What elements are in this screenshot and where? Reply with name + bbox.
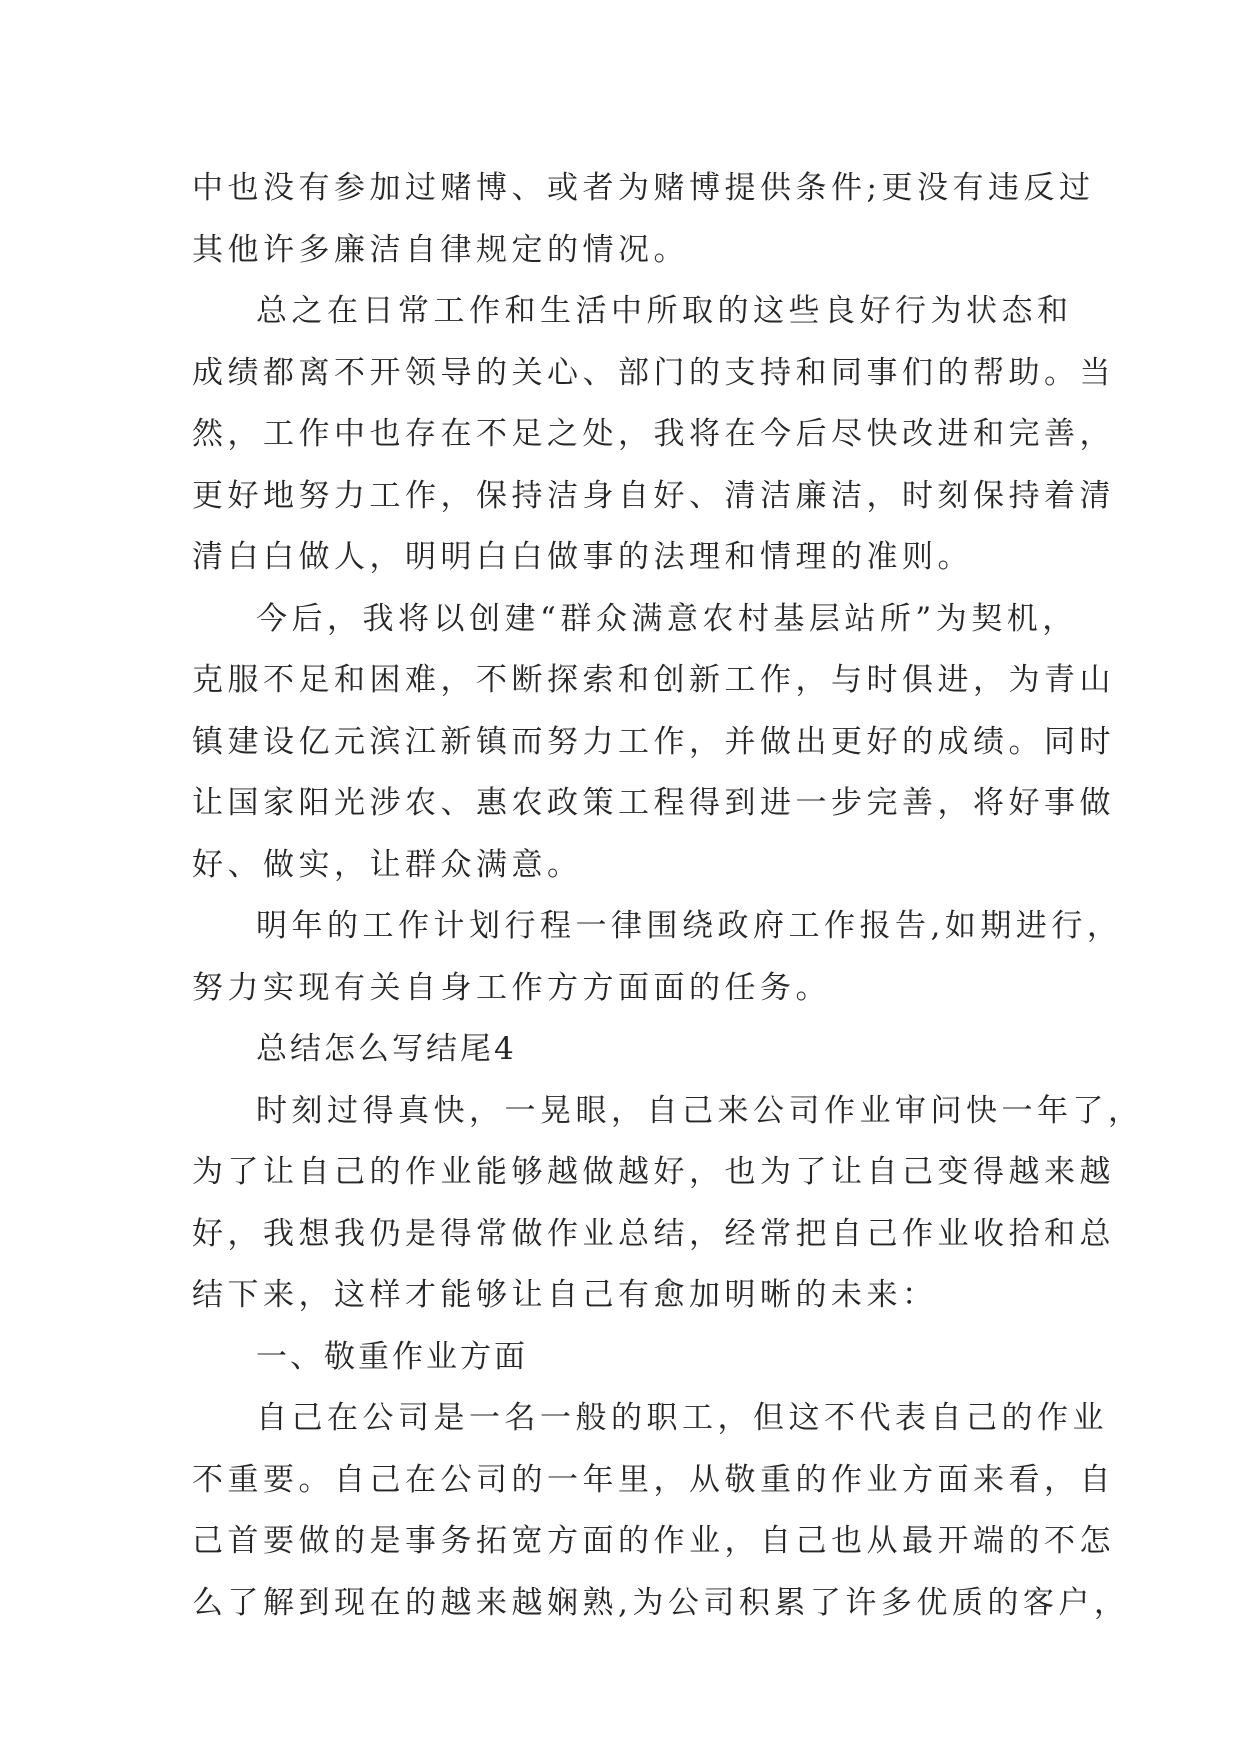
text-line: 更好地努力工作，保持洁身自好、清洁廉洁，时刻保持着清 (192, 477, 1115, 514)
text-line: 为了让自己的作业能够越做越好，也为了让自己变得越来越 (192, 1154, 1115, 1190)
text-line: 努力实现有关自身工作方方面面的任务。 (192, 969, 831, 1006)
paragraph-start: 时刻过得真快，一晃眼，自己来公司作业审问快一年了， (256, 1092, 1144, 1129)
text-line: 好，我想我仍是得常做作业总结，经常把自己作业收拾和总 (192, 1215, 1115, 1252)
document-body (192, 158, 1144, 1634)
text-line: 成绩都离不开领导的关心、部门的支持和同事们的帮助。当 (192, 354, 1115, 391)
subsection-heading: 一、敬重作业方面 (256, 1338, 528, 1375)
paragraph-start: 总之在日常工作和生活中所取的这些良好行为状态和 (256, 293, 1073, 329)
text-line: 清白白做人，明明白白做事的法理和情理的准则。 (192, 539, 973, 575)
text-line: 克服不足和困难，不断探索和创新工作，与时俱进，为青山 (192, 662, 1115, 698)
paragraph-start: 自己在公司是一名一般的职工，但这不代表自己的作业 (256, 1400, 1108, 1436)
text-line: 中也没有参加过赌博、或者为赌博提供条件;更没有违反过 (192, 170, 1095, 206)
text-line: 结下来，这样才能够让自己有愈加明晰的未来： (192, 1277, 938, 1313)
paragraph-start: 今后，我将以创建“群众满意农村基层站所”为契机， (256, 600, 1078, 637)
text-line: 么了解到现在的越来越娴熟,为公司积累了许多优质的客户， (192, 1584, 1130, 1621)
text-line: 不重要。自己在公司的一年里，从敬重的作业方面来看，自 (192, 1461, 1115, 1498)
section-heading: 总结怎么写结尾4 (256, 1031, 517, 1067)
text-line: 好、做实，让群众满意。 (192, 846, 583, 883)
text-line: 其他许多廉洁自律规定的情况。 (192, 231, 689, 268)
text-line: 让国家阳光涉农、惠农政策工程得到进一步完善，将好事做 (192, 785, 1115, 821)
text-line: 然，工作中也存在不足之处，我将在今后尽快改进和完善， (192, 416, 1115, 452)
paragraph-start: 明年的工作计划行程一律围绕政府工作报告,如期进行， (256, 908, 1123, 944)
text-line: 镇建设亿元滨江新镇而努力工作，并做出更好的成绩。同时 (192, 723, 1115, 760)
text-line: 己首要做的是事务拓宽方面的作业，自己也从最开端的不怎 (192, 1523, 1115, 1559)
